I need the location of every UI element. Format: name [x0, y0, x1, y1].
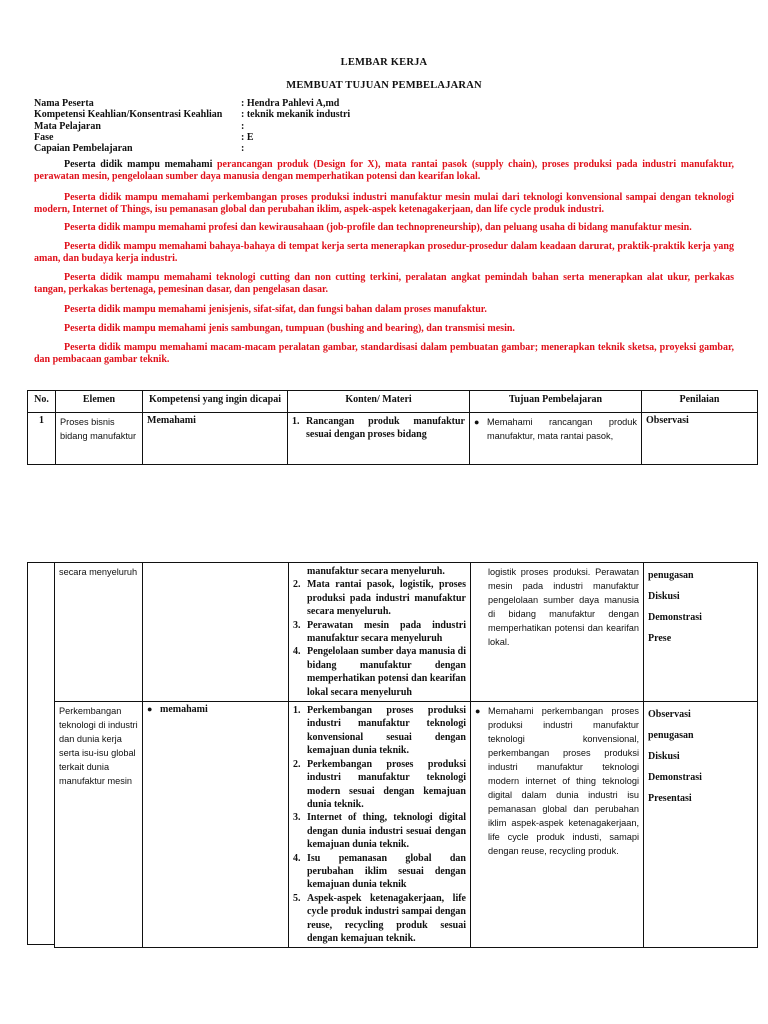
capaian-paragraph-5 — [34, 272, 734, 296]
learning-table-part1 — [27, 390, 758, 465]
learning-table-part2 — [54, 562, 758, 948]
info-label: Kompetensi Keahlian/Konsentrasi Keahlian — [34, 109, 223, 121]
info-label: Fase — [34, 131, 54, 143]
cell-penilaian: Observasi — [642, 413, 758, 465]
info-row-fase — [34, 132, 734, 143]
cell-no: 1 — [28, 413, 56, 465]
penilaian-item: Prese — [648, 633, 672, 644]
info-value: : E — [241, 131, 254, 143]
list-item: 2. Mata rantai pasok, logistik, proses produksi pada industri manufaktur secara menyeluruh. — [293, 579, 466, 618]
header-no: No. — [28, 391, 56, 413]
info-value: : — [241, 143, 245, 155]
cell-tujuan: logistik proses produksi. Perawatan mesin pada industri manufaktur pengelolaan sumber daya manusia di bidang manufaktur dengan memperhatikan potensi dan kearifan lokal. — [471, 563, 644, 702]
table-header-row — [28, 391, 758, 413]
capaian-text: perancangan produk (Design for X), mata rantai pasok (supply chain), proses produksi pada industri manufaktur, perawatan mesin, pengelolaan sumber daya manusia dengan memperhatikan potensi dan kearifan lokal. — [34, 159, 734, 183]
capaian-text: Peserta didik mampu memahami perkembangan proses produksi industri manufaktur mesin mulai dari teknologi konvensional sampai dengan teknologi modern, Internet of Things, isu pemanasan global dan perubahan iklim, aspek-aspek ketenagakerjaan, dan life cycle produk industri. — [34, 192, 734, 216]
cell-penilaian — [644, 563, 758, 702]
table-row — [55, 702, 758, 948]
penilaian-item: Demonstrasi — [648, 772, 702, 784]
list-item: 1. Rancangan produk manufaktur sesuai dengan proses bidang — [292, 416, 465, 441]
capaian-text: Peserta didik mampu memahami jenis sambungan, tumpuan (bushing and bearing), dan transmisi mesin. — [64, 323, 515, 334]
capaian-text: Peserta didik mampu memahami profesi dan kewirausahaan (job-profile dan technopreneurship), dan peluang usaha di bidang manufaktur mesin. — [64, 222, 692, 233]
cell-tujuan: ● Memahami perkembangan proses produksi industri manufaktur teknologi konvensional, perkembangan proses produksi industri manufaktur teknologi modern internet of thing teknologi digital dalam dunia industri isu pemanasan global dan perubahan iklim aspek-aspek ketenagakerjaan, life cycle produk industi, samapi dengan reuse, recycling produk. — [471, 702, 644, 948]
bullet-icon: ● — [475, 706, 481, 717]
capaian-paragraph-4 — [34, 241, 734, 265]
cell-kompetensi — [143, 563, 289, 702]
penilaian-item: penugasan — [648, 730, 694, 742]
table-row — [28, 413, 758, 465]
penilaian-item: Demonstrasi — [648, 612, 702, 623]
list-item: 4. Pengelolaan sumber daya manusia di bidang manufaktur dengan memperhatikan potensi dan kearifan lokal secara menyeluruh — [293, 646, 466, 698]
list-item: 4. Isu pemanasan global dan perubahan iklim sesuai dengan kemajuan dunia teknik — [293, 852, 466, 891]
header-konten: Konten/ Materi — [288, 391, 470, 413]
cell-konten — [288, 413, 470, 465]
cell-konten — [289, 563, 471, 702]
capaian-text: Peserta didik mampu memahami bahaya-bahaya di tempat kerja serta menerapkan prosedur-prosedur dalam keadaan darurat, praktik-praktik kerja yang aman, dan budaya kerja industri. — [34, 241, 734, 265]
bullet-icon: ● — [147, 704, 153, 715]
capaian-text: Peserta didik mampu memahami jenisjenis, sifat-sifat, dan fungsi bahan dalam proses manufaktur. — [64, 304, 487, 315]
info-row-kompetensi — [34, 109, 734, 120]
capaian-paragraph-6 — [34, 304, 734, 316]
document-title: LEMBAR KERJA — [340, 57, 428, 68]
info-row-capaian — [34, 143, 734, 154]
header-tujuan: Tujuan Pembelajaran — [470, 391, 642, 413]
capaian-paragraph-8 — [34, 342, 734, 366]
no-column-continuation — [27, 562, 55, 945]
list-item: 3. Perawatan mesin pada industri manufaktur secara menyeluruh — [293, 619, 466, 645]
header-elemen: Elemen — [56, 391, 143, 413]
participant-info — [34, 98, 734, 154]
penilaian-item: Diskusi — [648, 591, 680, 602]
capaian-text: Peserta didik mampu memahami macam-macam peralatan gambar, standardisasi dalam pembuatan gambar; menerapkan teknik sketsa, proyeksi gambar, dan pembacaan gambar teknik. — [34, 342, 734, 366]
header-kompetensi: Kompetensi yang ingin dicapai — [143, 391, 288, 413]
list-item: 1. Perkembangan proses produksi industri manufaktur teknologi konvensional sesuai dengan kemajuan dunia teknik. — [293, 705, 466, 757]
info-value: : Hendra Pahlevi A,md — [241, 98, 340, 109]
cell-elemen: Perkembangan teknologi di industri dan dunia kerja serta isu-isu global terkait dunia manufaktur mesin — [55, 702, 143, 948]
list-item: 3. Internet of thing, teknologi digital dengan dunia industri sesuai dengan kemajuan dunia teknik. — [293, 812, 466, 851]
capaian-paragraph-1 — [34, 159, 734, 183]
capaian-lead: Peserta didik mampu memahami — [64, 159, 213, 170]
capaian-paragraph-2 — [34, 192, 734, 216]
info-label: Capaian Pembelajaran — [34, 143, 133, 155]
capaian-text: Peserta didik mampu memahami teknologi cutting dan non cutting terkini, peralatan angkat pemindah bahan serta menerapkan alat ukur, perkakas tangan, perkakas bertenaga, pemesinan dasar, dan pengelasan dasar. — [34, 272, 734, 296]
cell-kompetensi: ● memahami — [143, 702, 289, 948]
info-value: : teknik mekanik industri — [241, 109, 351, 121]
info-label: Mata Pelajaran — [34, 120, 101, 132]
capaian-paragraph-7 — [34, 323, 734, 335]
document-subtitle: MEMBUAT TUJUAN PEMBELAJARAN — [286, 80, 482, 91]
list-item: 5. Aspek-aspek ketenagakerjaan, life cycle produk industri sampai dengan reuse, recycling produk sesuai dengan kemajuan teknik. — [293, 892, 466, 944]
list-item: 2. Perkembangan proses produksi industri manufaktur teknologi modern sesuai dengan kemajuan dunia teknik. — [293, 758, 466, 810]
header-penilaian: Penilaian — [642, 391, 758, 413]
table-row — [55, 563, 758, 702]
penilaian-item: penugasan — [648, 570, 694, 581]
info-row-name — [34, 98, 734, 109]
cell-elemen: secara menyeluruh — [55, 563, 143, 702]
info-row-mapel — [34, 121, 734, 132]
cell-kompetensi: Memahami — [143, 413, 288, 465]
cell-elemen: Proses bisnis bidang manufaktur — [56, 413, 143, 465]
bullet-icon: ● — [474, 417, 480, 427]
penilaian-item: Presentasi — [648, 793, 692, 805]
info-value: : — [241, 120, 245, 132]
konten-continued: manufaktur secara menyeluruh. — [307, 566, 445, 577]
info-label: Nama Peserta — [34, 98, 94, 109]
capaian-paragraph-3 — [34, 222, 734, 234]
cell-penilaian — [644, 702, 758, 948]
cell-tujuan: ● Memahami rancangan produk manufaktur, mata rantai pasok, — [470, 413, 642, 465]
cell-konten — [289, 702, 471, 948]
penilaian-item: Observasi — [648, 709, 691, 721]
penilaian-item: Diskusi — [648, 751, 680, 763]
